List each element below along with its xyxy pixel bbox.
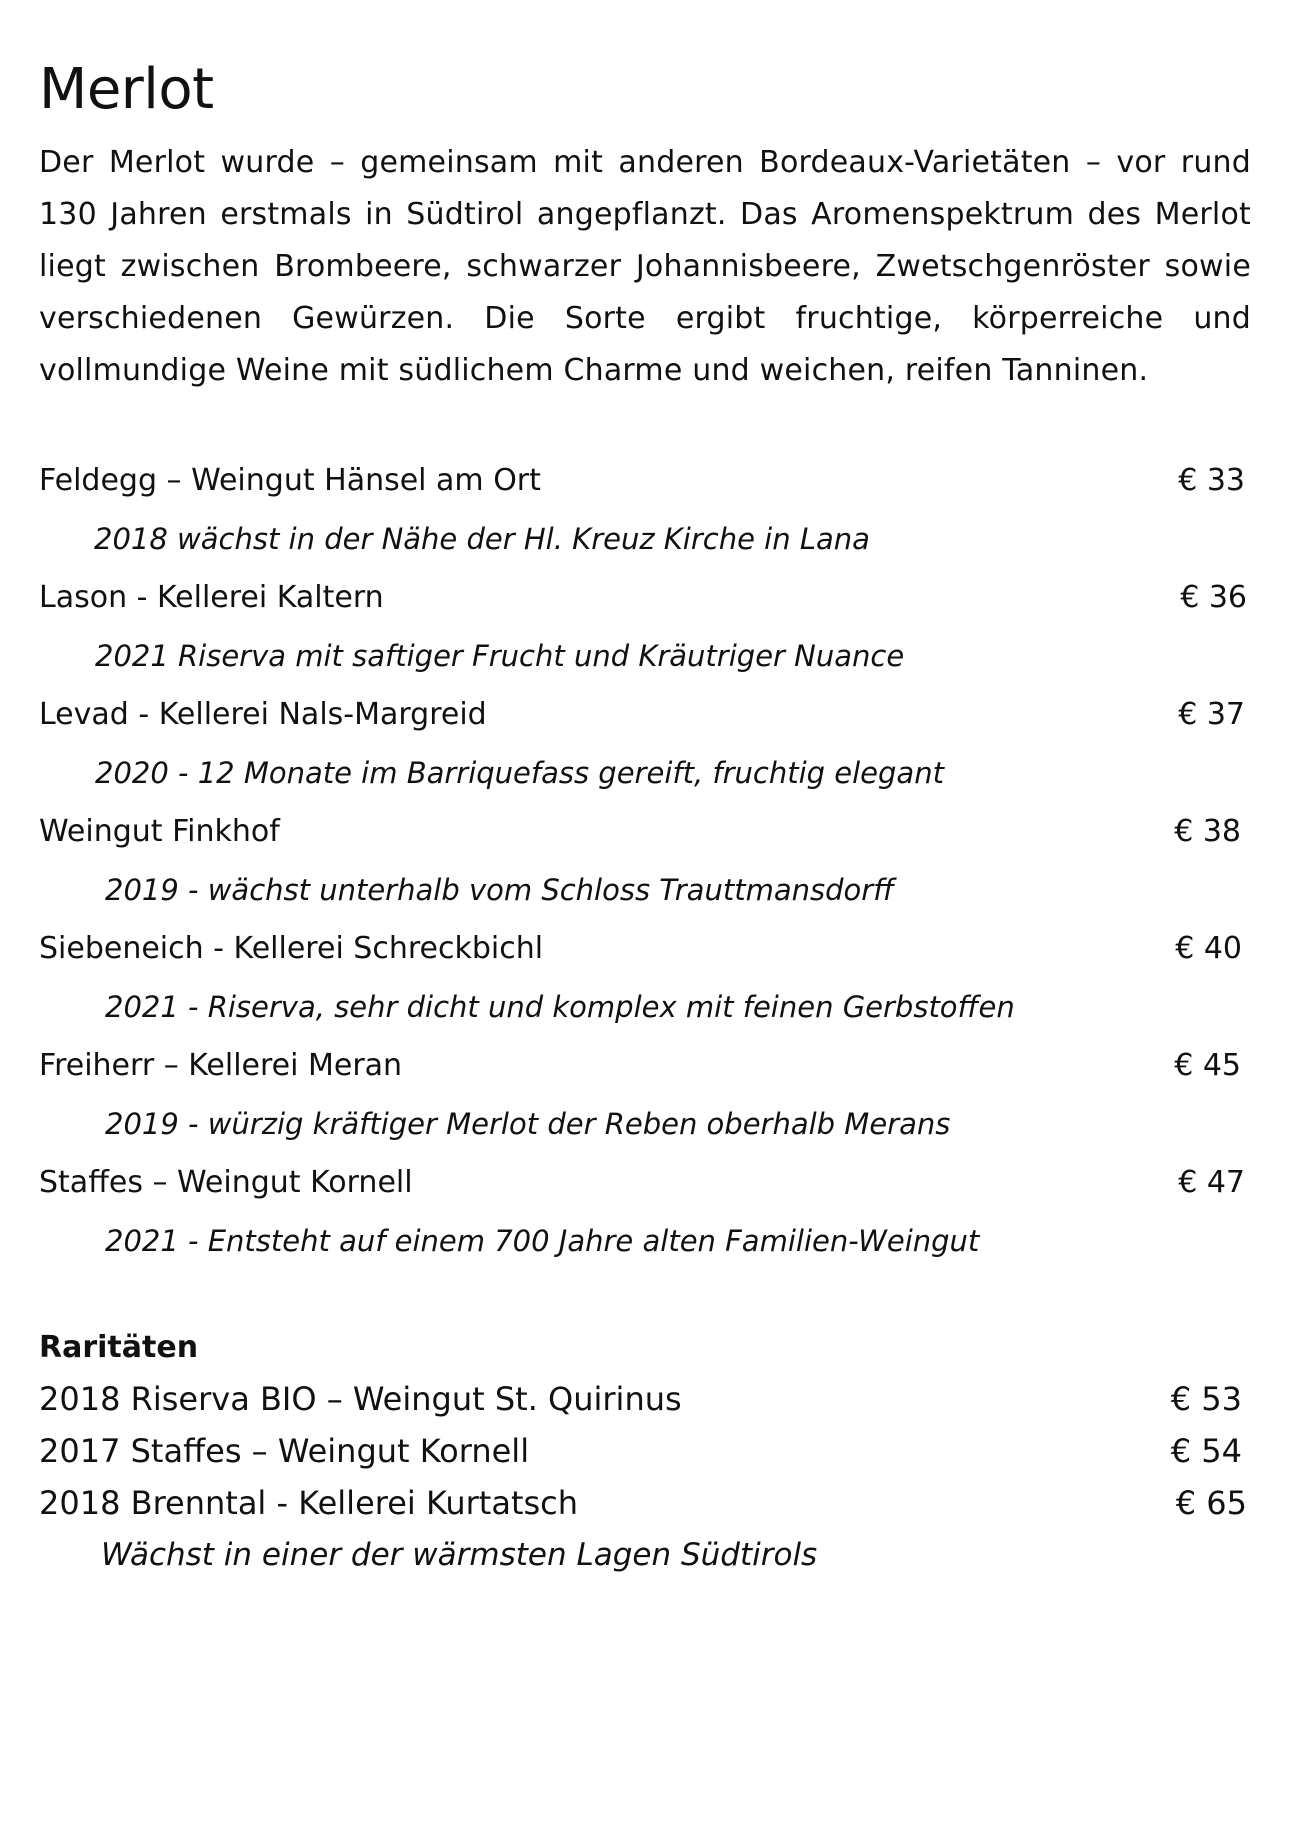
- wine-price: € 45: [1174, 1048, 1241, 1083]
- wine-name: Levad - Kellerei Nals-Margreid: [39, 697, 487, 732]
- wine-row: [39, 929, 1251, 969]
- wine-price: € 38: [1174, 814, 1241, 849]
- wine-description: 2019 - würzig kräftiger Merlot der Reben oberhalb Merans: [105, 1107, 951, 1141]
- wine-price: € 40: [1175, 931, 1242, 966]
- wine-price: € 33: [1178, 463, 1245, 498]
- wine-name: Lason - Kellerei Kaltern: [39, 580, 384, 615]
- wine-name: Siebeneich - Kellerei Schreckbichl: [39, 931, 544, 966]
- wine-description: 2021 - Entsteht auf einem 700 Jahre alten Familien-Weingut: [105, 1224, 980, 1258]
- rarity-price: € 53: [1170, 1380, 1242, 1418]
- wine-row: [39, 578, 1251, 618]
- wine-row: [39, 461, 1251, 501]
- wine-price: € 47: [1178, 1165, 1245, 1200]
- wine-description: 2020 - 12 Monate im Barriquefass gereift, fruchtig elegant: [95, 756, 944, 790]
- wine-price: € 37: [1178, 697, 1245, 732]
- rarity-row: [39, 1379, 1251, 1419]
- wine-name: Weingut Finkhof: [39, 814, 280, 849]
- rarity-name: 2017 Staffes – Weingut Kornell: [39, 1432, 530, 1470]
- rarity-price: € 54: [1170, 1432, 1242, 1470]
- wine-name: Staffes – Weingut Kornell: [39, 1165, 413, 1200]
- wine-description: 2021 - Riserva, sehr dicht und komplex mit feinen Gerbstoffen: [105, 990, 1015, 1024]
- intro-paragraph: Der Merlot wurde – gemeinsam mit anderen Bordeaux-Varietäten – vor rund 130 Jahren erstmals in Südtirol angepflanzt. Das Aromenspektrum des Merlot liegt zwischen Brombeere, schwarzer Johannisbeere, Zwetschgenröster sowie verschiedenen Gewürzen. Die Sorte ergibt fruchtige, körperreiche und vollmundige Weine mit südlichem Charme und weichen, reifen Tanninen.: [39, 145, 1251, 388]
- rarities-heading: Raritäten: [39, 1330, 199, 1365]
- rarity-name: 2018 Riserva BIO – Weingut St. Quirinus: [39, 1380, 682, 1418]
- rarity-price: € 65: [1175, 1484, 1247, 1522]
- wine-row: [39, 812, 1251, 852]
- wine-name: Feldegg – Weingut Hänsel am Ort: [39, 463, 541, 498]
- wine-price: € 36: [1180, 580, 1247, 615]
- rarity-name: 2018 Brenntal - Kellerei Kurtatsch: [39, 1484, 579, 1522]
- wine-row: [39, 1163, 1251, 1203]
- wine-description: 2021 Riserva mit saftiger Frucht und Kräutriger Nuance: [95, 639, 905, 673]
- page-title: Merlot: [39, 57, 214, 122]
- wine-description: 2018 wächst in der Nähe der Hl. Kreuz Kirche in Lana: [94, 522, 870, 556]
- wine-row: [39, 695, 1251, 735]
- wine-name: Freiherr – Kellerei Meran: [39, 1048, 403, 1083]
- rarity-row: [39, 1483, 1251, 1523]
- rarity-row: [39, 1431, 1251, 1471]
- rarity-description: Wächst in einer der wärmsten Lagen Südtirols: [101, 1537, 818, 1573]
- wine-row: [39, 1046, 1251, 1086]
- wine-description: 2019 - wächst unterhalb vom Schloss Trauttmansdorff: [105, 873, 895, 907]
